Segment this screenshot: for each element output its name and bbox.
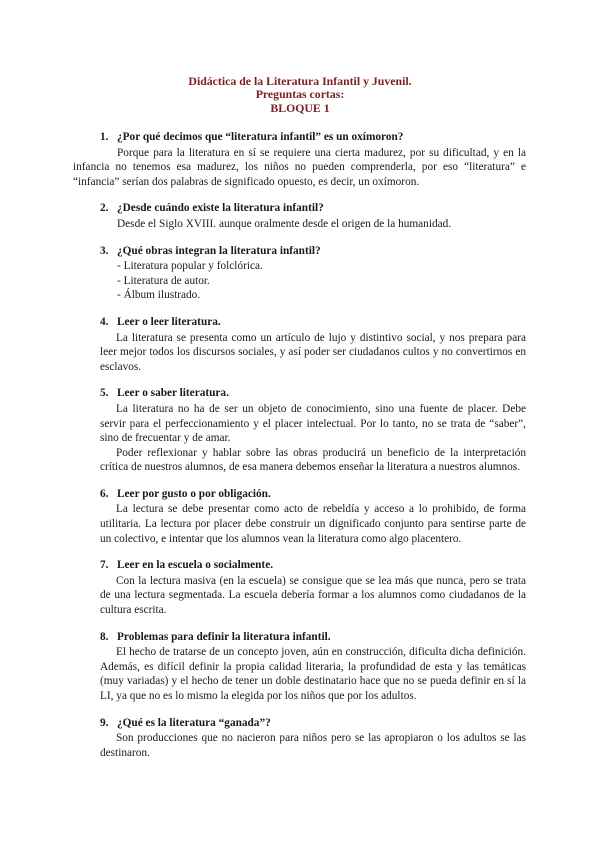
question-8 (100, 630, 526, 704)
answer-paragraph: Desde el Siglo XVIII. aunque oralmente desde el origen de la humanidad. (117, 217, 452, 230)
question-number: 5. (100, 387, 109, 400)
answer (100, 502, 526, 546)
question-title: Leer por gusto o por obligación. (117, 487, 271, 500)
answer-paragraph: La literatura se presenta como un artículo de lujo y distintivo social, y nos prepara para leer mejor todos los discursos sociales, y así poder ser ciudadanos cultos y no convertirnos en esclavos. (100, 331, 526, 373)
question-9 (100, 716, 526, 761)
answer-paragraph: Con la lectura masiva (en la escuela) se consigue que se lea más que nunca, pero se trata de una lectura segmentada. La escuela debería formar a los alumnos como ciudadanos de la cultura escrita. (100, 574, 526, 617)
question-heading (100, 244, 526, 259)
question-title: ¿Desde cuándo existe la literatura infantil? (117, 202, 324, 215)
question-title: Leer o saber literatura. (117, 387, 229, 400)
question-6 (100, 487, 526, 546)
question-number: 9. (100, 716, 109, 729)
list-item: - Álbum ilustrado. (117, 289, 201, 302)
question-heading (100, 201, 526, 216)
question-heading (100, 630, 526, 645)
question-title: ¿Qué es la literatura “ganada”? (117, 716, 271, 729)
question-number: 8. (100, 630, 109, 643)
answer (100, 731, 526, 760)
answer (100, 217, 526, 232)
question-heading (100, 386, 526, 401)
answer (100, 574, 526, 618)
question-number: 4. (100, 315, 109, 328)
question-heading (100, 130, 526, 145)
question-3 (100, 244, 526, 303)
question-heading (100, 315, 526, 330)
question-title: ¿Por qué decimos que “literatura infantil” es un oxímoron? (117, 131, 404, 143)
document-subtitle: Preguntas cortas: (255, 87, 345, 102)
list-item: - Literatura popular y folclórica. (117, 260, 263, 273)
question-heading (100, 558, 526, 573)
question-number: 2. (100, 202, 109, 215)
answer-paragraph: Poder reflexionar y hablar sobre las obras producirá un beneficio de la interpretación crítica de nuestros alumnos, de esa manera debemos enseñar la literatura a nuestros alumnos. (100, 446, 526, 474)
question-7 (100, 558, 526, 617)
question-number: 6. (100, 487, 109, 500)
question-title: Leer en la escuela o socialmente. (117, 559, 274, 572)
question-1 (73, 130, 526, 189)
questions-list (73, 130, 526, 772)
question-2 (100, 201, 526, 231)
question-4 (100, 315, 526, 374)
answer-paragraph: La literatura no ha de ser un objeto de conocimiento, sino una fuente de placer. Debe servir para el perfeccionamiento y el placer intelectual. Por lo tanto, no se trata de “saber”, sino de frecuentar y de amar. (100, 402, 526, 445)
list-item: - Literatura de autor. (117, 274, 210, 287)
question-title: Problemas para definir la literatura infantil. (117, 630, 331, 643)
answer-paragraph: Son producciones que no nacieron para niños pero se las apropiaron o los adultos se las destinaron. (100, 732, 526, 759)
question-title: Leer o leer literatura. (117, 315, 221, 328)
answer (100, 402, 526, 475)
question-number: 3. (100, 244, 109, 257)
question-heading (100, 487, 526, 502)
answer (73, 146, 526, 190)
question-number: 1. (100, 131, 109, 143)
answer-paragraph: Porque para la literatura en sí se requiere una cierta madurez, por su dificultad, y en la infancia no tenemos esa madurez, los niños no pueden comprenderla, por eso “literatura” e “infancia” serían dos palabras de significado opuesto, es decir, un oxímoron. (73, 146, 526, 188)
document-title: Didáctica de la Literatura Infantil y Juvenil. (188, 74, 412, 88)
answer-list (100, 259, 526, 303)
question-title: ¿Qué obras integran la literatura infantil? (117, 244, 321, 257)
question-number: 7. (100, 559, 109, 572)
answer-paragraph: La lectura se debe presentar como acto de rebeldía y acceso a lo prohibido, de forma utilitaria. La lectura por placer debe construir un dignificado conjunto para sentirse parte de un colectivo, e intentar que los alumnos vean la literatura como algo placentero. (100, 503, 526, 545)
answer (100, 645, 526, 703)
answer-paragraph: El hecho de tratarse de un concepto joven, aún en construcción, dificulta dicha definición. Además, es difícil definir la propia calidad literaria, la profundidad de esta y las temáticas (muy variadas) y el hecho de tener un doble destinatario hace que no se pueda definir en sí la LI, ya que no es lo mismo la elegida por los niños que por los adultos. (100, 646, 526, 702)
block-label: BLOQUE 1 (270, 100, 330, 115)
question-5 (100, 386, 526, 475)
answer (100, 331, 526, 375)
question-heading (100, 716, 526, 731)
document-header (0, 75, 600, 115)
